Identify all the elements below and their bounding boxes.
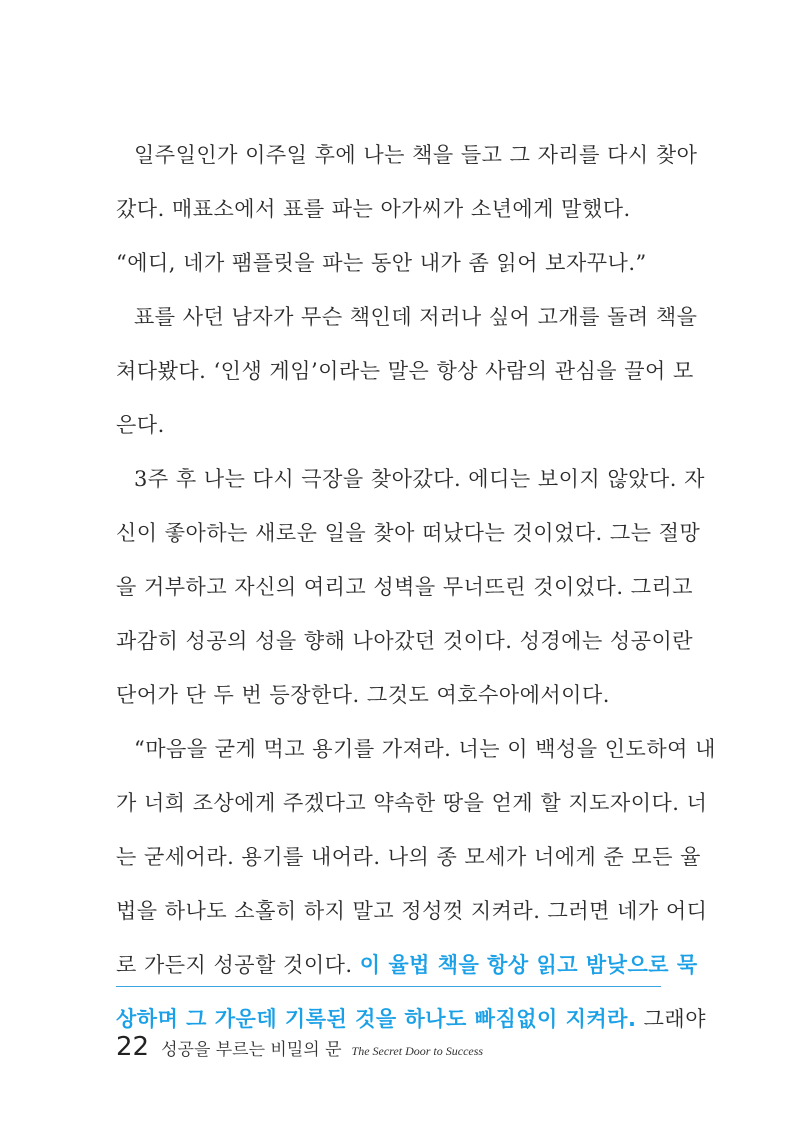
page-body-text: [116, 128, 716, 1046]
text-line: 일주일인가 이주일 후에 나는 책을 들고 그 자리를 다시 찾아: [134, 143, 698, 167]
text-line: 는 굳세어라. 용기를 내어라. 나의 종 모세가 너에게 준 모든 율: [116, 845, 701, 869]
highlighted-text: 상하며 그 가운데 기록된 것을 하나도 빠짐없이 지켜라.: [116, 1007, 637, 1031]
page-number: 22: [116, 1032, 150, 1062]
book-title: 성공을 부르는 비밀의 문: [161, 1040, 342, 1060]
text-line: 가 너희 조상에게 주겠다고 약속한 땅을 얻게 할 지도자이다. 너: [116, 791, 708, 815]
text-line: 법을 하나도 소홀히 하지 말고 정성껏 지켜라. 그러면 네가 어디: [116, 899, 708, 923]
text-line: 쳐다봤다. ‘인생 게임’이라는 말은 항상 사람의 관심을 끌어 모: [116, 359, 694, 383]
text-line: 단어가 단 두 번 등장한다. 그것도 여호수아에서이다.: [116, 683, 610, 707]
text-line: “마음을 굳게 먹고 용기를 가져라. 너는 이 백성을 인도하여 내: [134, 737, 716, 761]
text-line: 3주 후 나는 다시 극장을 찾아갔다. 에디는 보이지 않았다. 자: [134, 467, 705, 491]
text-line-plain: 그래야: [636, 1007, 706, 1031]
text-line: 은다.: [116, 413, 165, 437]
text-line: 을 거부하고 자신의 여리고 성벽을 무너뜨린 것이었다. 그리고: [116, 575, 694, 599]
text-line: [116, 938, 698, 992]
highlighted-text: 이 율법 책을 항상 읽고 밤낮으로 묵: [359, 953, 698, 977]
text-line: 갔다. 매표소에서 표를 파는 아가씨가 소년에게 말했다.: [116, 197, 631, 221]
text-line: “에디, 네가 팸플릿을 파는 동안 내가 좀 읽어 보자꾸나.”: [116, 251, 647, 275]
text-line: 표를 사던 남자가 무슨 책인데 저러나 싶어 고개를 돌려 책을: [134, 305, 698, 329]
book-title-english: The Secret Door to Success: [351, 1044, 484, 1058]
text-line: 과감히 성공의 성을 향해 나아갔던 것이다. 성경에는 성공이란: [116, 629, 694, 653]
footer-divider: [116, 986, 661, 987]
text-line: 신이 좋아하는 새로운 일을 찾아 떠났다는 것이었다. 그는 절망: [116, 521, 701, 545]
page-footer: [116, 1032, 483, 1062]
text-line-plain: 로 가든지 성공할 것이다.: [116, 953, 360, 977]
